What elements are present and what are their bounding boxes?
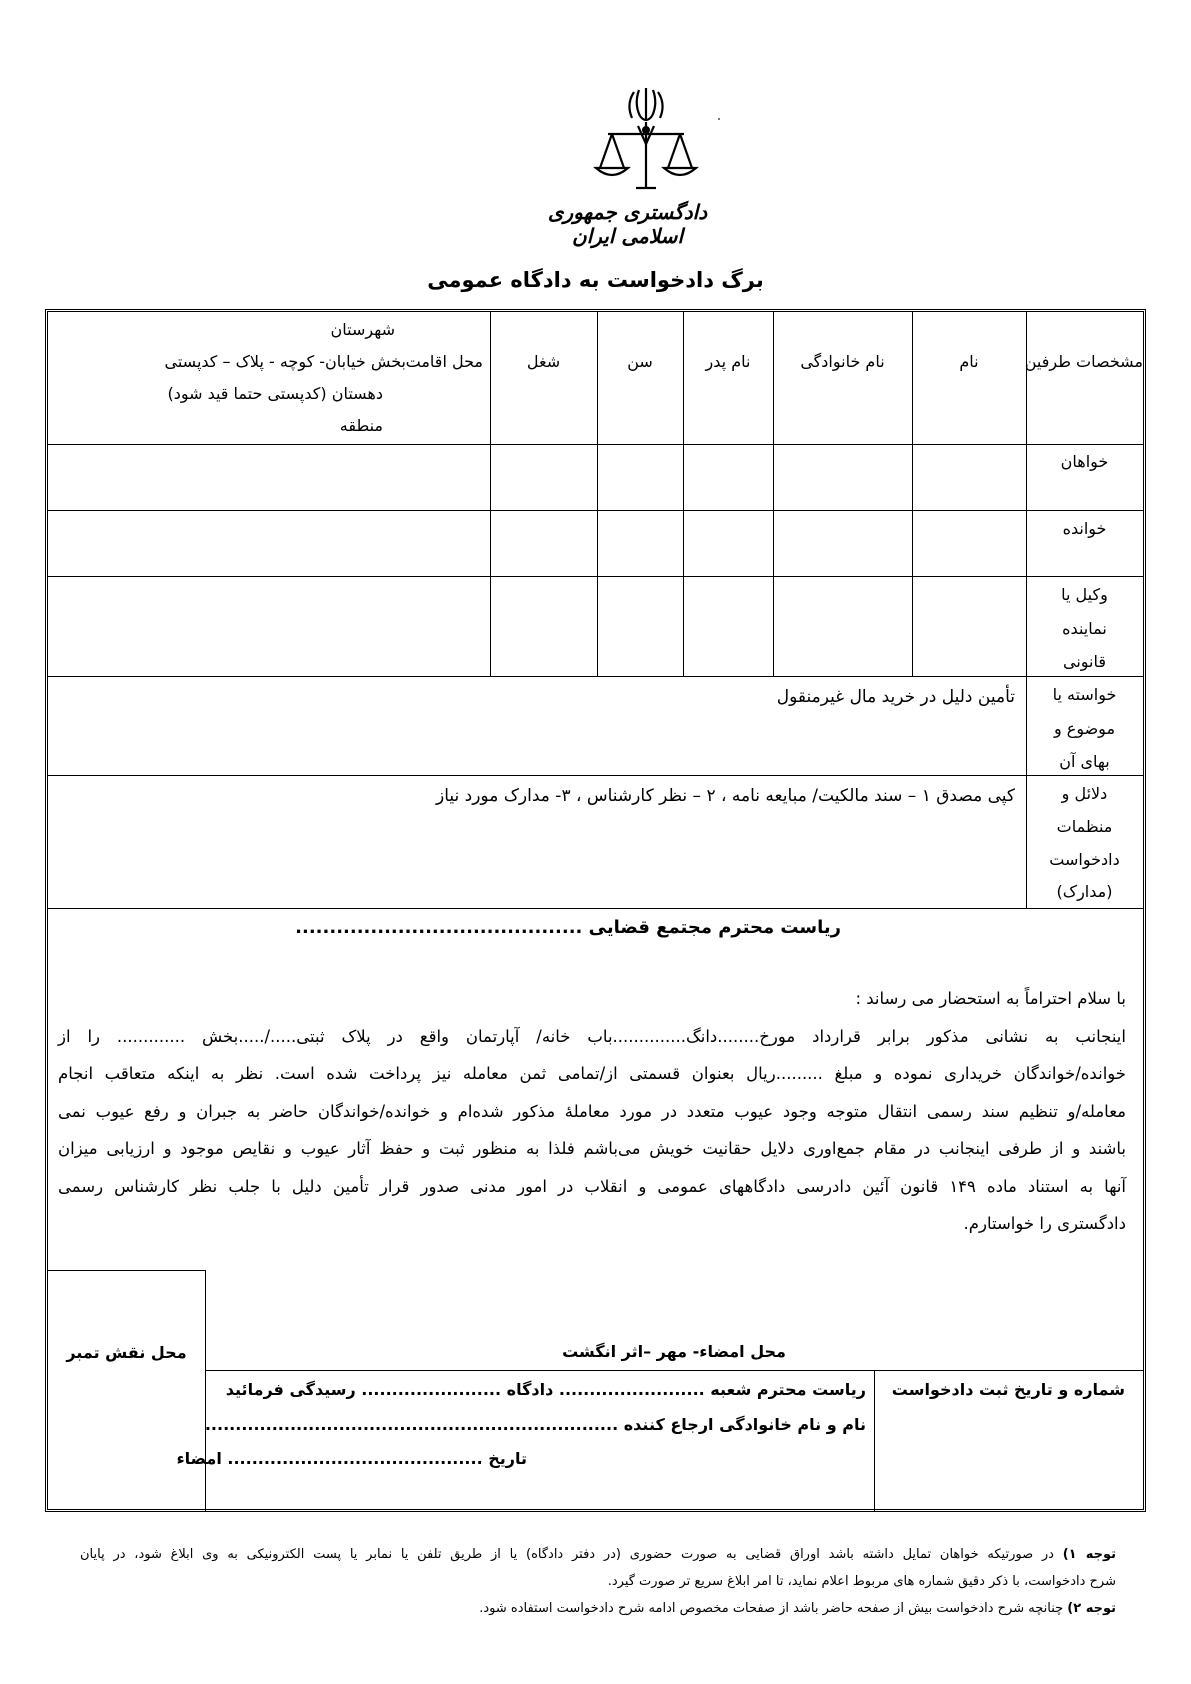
rule (205, 1270, 206, 1511)
letter-line: خوانده/خواندگان خریداری نموده و مبلغ .........ریال بعنوان قسمتی از/تمامی ثمن معامله نیز پرداخت شده است. نظر به اینکه متعاقب انجام (58, 1064, 1126, 1083)
judiciary-emblem-icon (590, 86, 702, 191)
row-lawyer: وکیل یا (1061, 585, 1108, 604)
subject-label: موضوع و (1053, 719, 1116, 738)
rule (48, 908, 1143, 909)
subject-label: بهای آن (1059, 752, 1110, 771)
row-plaintiff: خواهان (1060, 452, 1109, 471)
address-line: شهرستان (330, 320, 395, 339)
address-line: بخش خیابان- کوچه - پلاک – کدپستی (164, 352, 406, 371)
evidence-label: منظمات (1056, 817, 1113, 836)
letter-greeting: با سلام احتراماً به استحضار می رساند : (855, 989, 1126, 1008)
letter-line: دادگستری را خواستارم. (963, 1214, 1126, 1233)
evidence-label: دادخواست (1049, 850, 1120, 869)
note-text: شرح دادخواست، با ذکر دقیق شماره های مربوط اعلام نماید، تا امر ابلاغ سریع تر صورت گیرد. (607, 1574, 1116, 1589)
stamp-place: محل نقش تمبر (66, 1343, 187, 1362)
note-text: چنانچه شرح دادخواست بیش از صفحه حاضر باشد از صفحات مخصوص ادامه شرح دادخواست استفاده شود. (479, 1601, 1068, 1616)
header-parties: مشخصات طرفین (1024, 352, 1143, 371)
row-defendant: خوانده (1062, 519, 1107, 538)
rule (48, 775, 1143, 776)
subject-label: خواسته یا (1052, 685, 1117, 704)
evidence-value: کپی مصدق ١ – سند مالکیت/ مبایعه نامه ، ٢ – نظر کارشناس ، ٣- مدارک مورد نیاز (435, 786, 1015, 806)
branch-referral: ریاست محترم شعبه ........................ دادگاه ....................... رسیدگی فرمائید (225, 1380, 866, 1399)
notes (80, 1541, 1116, 1622)
letter-body (58, 980, 1126, 1243)
letter-line: باشند و از طرفی اینجانب در مقام جمع‌اوری دلایل حقانیت خویش می‌باشم فلذا به منظور ثبت و حفظ آثار عیوب و نقایص موجود و ارزیابی میزان (58, 1139, 1126, 1158)
rule (48, 510, 1143, 511)
letter-heading: ریاست محترم مجتمع قضایی .......................................... (295, 917, 841, 938)
registration-label: شماره و تاریخ ثبت دادخواست (891, 1380, 1125, 1399)
form-title: برگ دادخواست به دادگاه عمومی (427, 268, 764, 292)
emblem-caption: دادگستری جمهوری اسلامی ایران (547, 200, 708, 248)
letter-line: اینجانب به نشانی مذکور برابر قرارداد مورخ........دانگ..............باب خانه/ آپارتمان واقع در پلاک ثبتی...../.....بخش ............. را از (58, 1026, 1126, 1046)
row-lawyer: نماینده (1062, 619, 1107, 638)
date-signature: تاریخ .......................................... امضاء (176, 1449, 527, 1468)
header-father-name: نام پدر (705, 352, 751, 371)
rule (48, 676, 1143, 677)
rule (48, 444, 1143, 445)
address-line: منطقه (339, 416, 383, 435)
letter-line: آنها به استناد ماده ١۴٩ قانون آئین دادرسی دادگاههای عمومی و انقلاب در امور مدنی صدور قرار تأمین دلیل با جلب نظر کارشناس رسمی (58, 1176, 1126, 1196)
letter-line: معامله/و تنظیم سند رسمی انتقال متوجه وجود عیوب متعدد در مورد معاملهٔ مذکور شده‌ام و خوانده/خواندگان حاضر به جبران و رفع عیوب نمی (58, 1101, 1126, 1121)
subject-value: تأمین دلیل در خرید مال غیرمنقول (776, 687, 1015, 707)
header-family-name: نام خانوادگی (800, 352, 885, 371)
rule (205, 1370, 1143, 1371)
note-label: توجه ٢) (1067, 1601, 1116, 1616)
rule (48, 576, 1143, 577)
speck (718, 118, 720, 120)
header-residence: محل اقامت (405, 352, 483, 371)
evidence-label: دلائل و (1061, 784, 1108, 803)
address-line: دهستان (کدپستی حتما قید شود) (167, 384, 383, 403)
evidence-label: (مدارک) (1056, 882, 1113, 901)
header-age: سن (627, 352, 653, 371)
note-label: توجه ١) (1062, 1547, 1117, 1562)
row-lawyer: قانونی (1062, 652, 1107, 671)
header-job: شغل (526, 352, 561, 371)
note-text: در صورتیکه خواهان تمایل داشته باشد اوراق قضایی به صورت حضوری (در دفتر دادگاه) یا از طریق تلفن یا نمابر یا پست الکترونیکی به وی ابلاغ شود، در پایان (80, 1547, 1063, 1562)
header-name: نام (959, 352, 979, 371)
rule (874, 1370, 875, 1511)
rule (48, 1270, 205, 1271)
signature-place: محل امضاء- مهر –اثر انگشت (562, 1342, 786, 1361)
form-frame (45, 309, 1146, 1512)
referrer-name: نام و نام خانوادگی ارجاع کننده .................................................................... (204, 1415, 866, 1434)
